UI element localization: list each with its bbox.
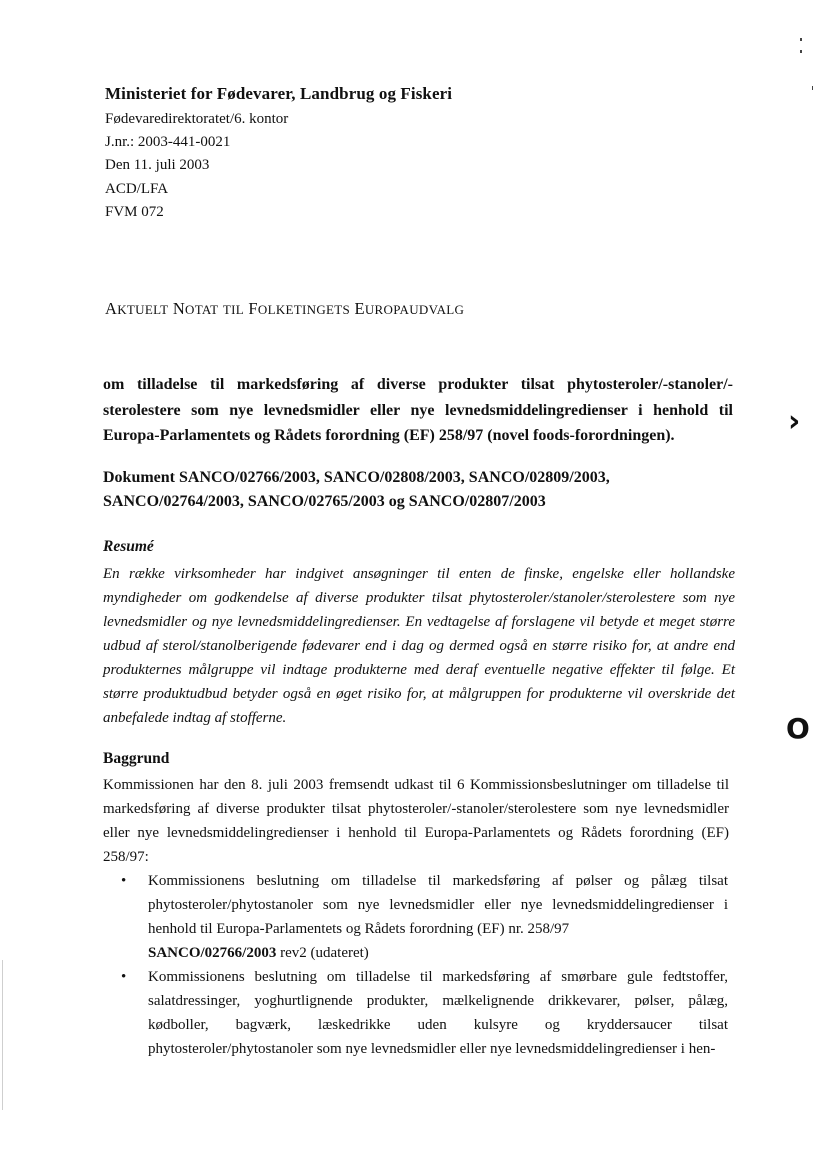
decision-list — [121, 869, 728, 1061]
margin-mark-icon: › — [788, 404, 801, 439]
meta-journal-number: J.nr.: 2003-441-0021 — [105, 134, 231, 151]
bullet-icon: • — [121, 969, 127, 985]
meta-date: Den 11. juli 2003 — [105, 157, 210, 174]
scan-speck — [800, 38, 802, 41]
list-item-text: Kommissionens beslutning om tilladelse til markedsføring af smørbare gule fedtstoffer, salatdressinger, yoghurtlignende produkter, mælkelignende drikkevarer, pølser, pålæg, kødboller, bagværk, læskedrikke uden kulsyre og kryddersaucer tilsat phytosteroler/phytostanoler som nye levnedsmidler eller nye levnedsmiddelingredienser i hen- — [148, 969, 728, 1057]
bullet-icon: • — [121, 873, 127, 889]
resume-title: Resumé — [103, 538, 154, 555]
scan-edge-line — [2, 960, 3, 1110]
list-item — [121, 869, 728, 965]
meta-reference: FVM 072 — [105, 203, 164, 220]
list-item — [121, 965, 728, 1061]
baggrund-title: Baggrund — [103, 750, 170, 767]
document-meta — [105, 108, 288, 224]
margin-mark-icon: O — [786, 712, 810, 745]
baggrund-text: Kommissionen har den 8. juli 2003 fremsendt udkast til 6 Kommissionsbeslutninger om tilladelse til markedsføring af diverse produkter tilsat phytosteroler/-stanoler/sterolestere som nye levnedsmidler eller nye levnedsmiddelingredienser i henhold til Europa-Parlamentets og Rådets forordning (EF) 258/97: — [103, 777, 729, 865]
ministry-name: Ministeriet for Fødevarer, Landbrug og Fiskeri — [105, 84, 453, 103]
list-item-code: SANCO/02766/2003 — [148, 945, 277, 961]
scan-speck — [812, 86, 813, 90]
document-references-line-2: SANCO/02764/2003, SANCO/02765/2003 og SANCO/02807/2003 — [103, 493, 546, 510]
document-references-line-1: Dokument SANCO/02766/2003, SANCO/02808/2003, SANCO/02809/2003, — [103, 469, 610, 486]
list-item-text: Kommissionens beslutning om tilladelse til markedsføring af pølser og pålæg tilsat phytosteroler/phytostanoler som nye levnedsmidler eller nye levnedsmiddelingredienser i henhold til Europa-Parlamentets og Rådets forordning (EF) nr. 258/97 — [148, 873, 728, 937]
document-references — [103, 466, 743, 514]
resume-text: En række virksomheder har indgivet ansøgninger til enten de finske, engelske eller hollandske myndigheder om godkendelse af diverse produkter tilsat phytosteroler/stanoler/sterolestere som nye levnedsmidler og nye levnedsmiddelingredienser. En vedtagelse af forslagene vil betyde et meget større udbud af sterol/stanolberigende fødevarer end i dag og dermed også en større risiko for, at andre end produkternes målgruppe vil indtage produkterne med deraf eventuelle negative effekter til følge. Et større produktudbud betyder også en øget risiko for, at målgruppen for produkterne vil overskride det anbefalede indtag af stofferne. — [103, 566, 735, 726]
subject-paragraph: om tilladelse til markedsføring af diverse produkter tilsat phytosteroler/-stanoler/-sterolestere som nye levnedsmidler eller nye levnedsmiddelingredienser i henhold til Europa-Parlamentets og Rådets forordning (EF) 258/97 (novel foods-forordningen). — [103, 376, 733, 444]
meta-initials: ACD/LFA — [105, 180, 169, 197]
meta-department: Fødevaredirektoratet/6. kontor — [105, 111, 289, 127]
list-item-suffix: rev2 (udateret) — [276, 945, 369, 961]
document-heading: AKTUELT NOTAT TIL FOLKETINGETS EUROPAUDVALG — [105, 299, 465, 318]
scan-speck — [800, 50, 802, 53]
